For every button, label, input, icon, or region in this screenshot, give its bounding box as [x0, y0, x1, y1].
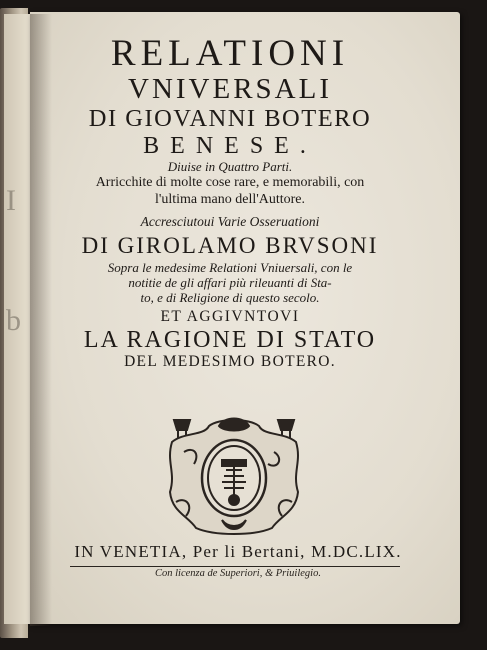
addition-title-line: LA RAGIONE DI STATO: [83, 327, 377, 353]
privilege-line: Con licenza de Superiori, & Priuilegio.: [155, 568, 321, 579]
subtitle-line: l'ultima mano dell'Auttore.: [154, 192, 306, 207]
subtitle-line: Accresciutoui Varie Osseruationi: [140, 214, 320, 229]
editor-line: DI GIROLAMO BRVSONI: [81, 233, 379, 258]
title-text-block: [30, 30, 430, 370]
bleed-through-glyph-icon: I: [6, 184, 16, 217]
previous-page-edge: [4, 14, 31, 624]
imprint-rule-divider: [70, 566, 400, 567]
description-line: notitie de gli affari più rileuanti di Sta-: [128, 275, 332, 290]
description-line: to, e di Religione di questo secolo.: [140, 290, 320, 305]
description-line: Sopra le medesime Relationi Vniuersali, con le: [107, 260, 353, 275]
subtitle-line: Diuise in Quattro Parti.: [167, 159, 293, 174]
title-line: VNIVERSALI: [128, 73, 332, 105]
addition-author-line: DEL MEDESIMO BOTERO.: [124, 353, 336, 370]
title-line: RELATIONI: [110, 33, 350, 74]
subtitle-line: Arricchite di molte cose rare, e memorabili, con: [95, 175, 365, 190]
printers-device-emblem-icon: [164, 412, 304, 537]
bleed-through-glyph-icon: b: [6, 304, 21, 337]
author-origin-line: BENESE.: [143, 133, 317, 159]
addition-line: ET AGGIVNTOVI: [160, 308, 300, 325]
imprint-line: IN VENETIA, Per li Bertani, M.DC.LIX.: [74, 542, 402, 561]
author-line: DI GIOVANNI BOTERO: [88, 105, 372, 132]
